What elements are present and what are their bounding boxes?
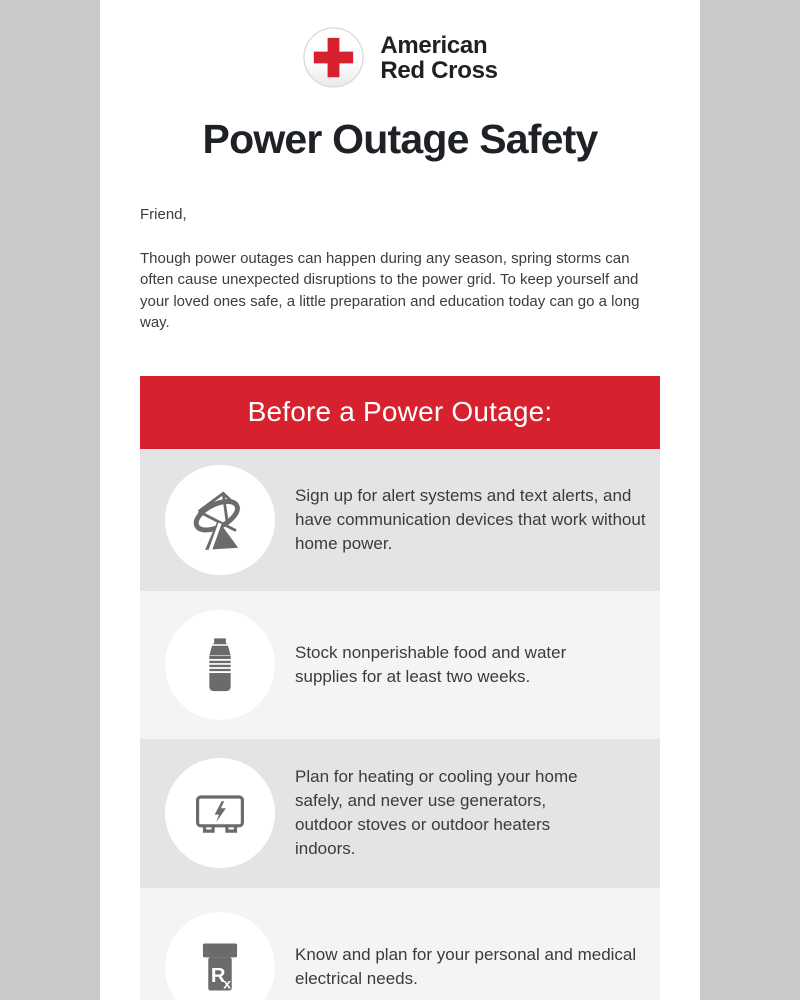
svg-text:x: x xyxy=(223,974,231,991)
icon-circle xyxy=(165,758,275,868)
list-item xyxy=(140,739,660,888)
section-heading: Before a Power Outage: xyxy=(247,396,553,427)
icon-circle xyxy=(165,610,275,720)
list-item-text: Plan for heating or cooling your home safely, and never use generators, outdoor stoves or outdoor heaters indoors. xyxy=(295,767,578,858)
section-header-banner xyxy=(140,376,660,449)
red-cross-logo xyxy=(100,0,700,89)
red-cross-icon xyxy=(302,26,365,89)
list-item xyxy=(140,449,660,591)
logo-wordmark-line2: Red Cross xyxy=(380,56,498,84)
water-bottle-icon xyxy=(188,633,252,697)
email-content-card xyxy=(100,0,700,1000)
list-item-text: Know and plan for your personal and medical electrical needs. xyxy=(295,944,637,988)
list-item xyxy=(140,888,660,1000)
list-item xyxy=(140,591,660,739)
svg-text:R: R xyxy=(210,964,226,987)
satellite-dish-icon xyxy=(188,488,252,552)
page-title: Power Outage Safety xyxy=(202,116,598,162)
intro-paragraph: Though power outages can happen during any season, spring storms can often cause unexpected disruptions to the power grid. To keep yourself and your loved ones safe, a little preparation and education today can go a long way. xyxy=(140,249,640,331)
safety-tips-list xyxy=(140,449,660,1000)
list-item-text: Stock nonperishable food and water supplies for at least two weeks. xyxy=(295,642,567,686)
greeting-text: Friend, xyxy=(140,206,187,223)
icon-circle xyxy=(165,912,275,1000)
generator-icon xyxy=(188,781,252,845)
letter-body xyxy=(100,204,700,334)
icon-circle xyxy=(165,465,275,575)
rx-pill-bottle-icon xyxy=(188,935,252,999)
logo-wordmark-line1: American xyxy=(380,31,488,59)
logo-wordmark xyxy=(380,33,497,83)
list-item-text: Sign up for alert systems and text alerts, and have communication devices that work without home power. xyxy=(295,485,646,553)
